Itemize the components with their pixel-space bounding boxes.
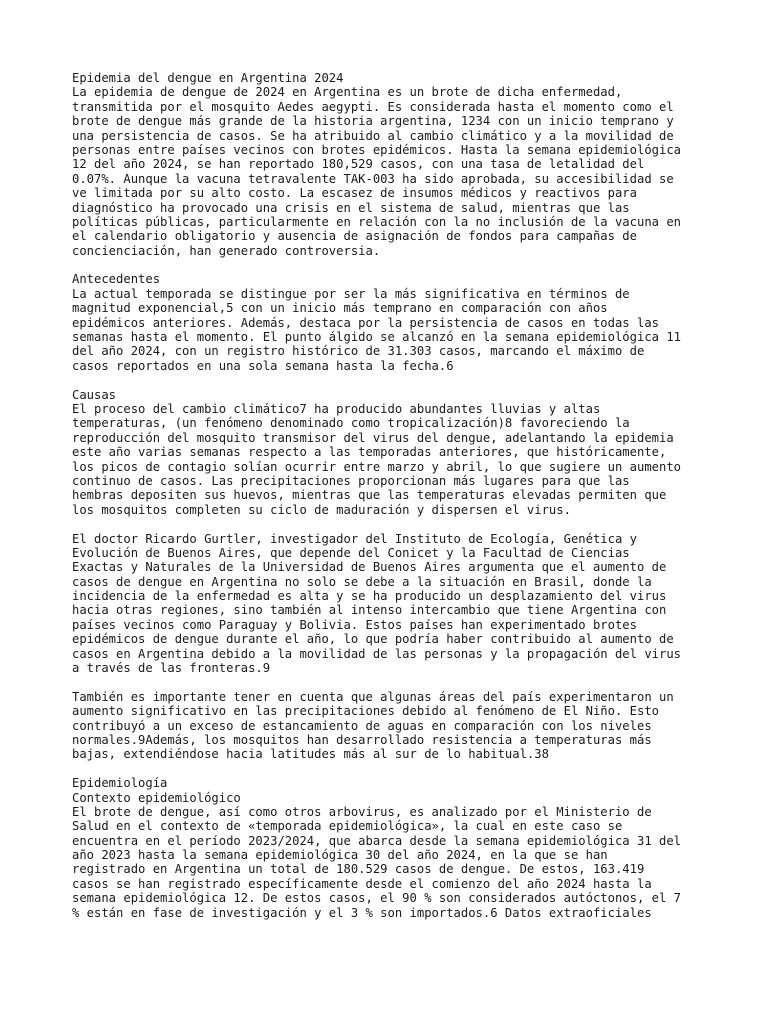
text-line: continuo de casos. Las precipitaciones proporcionan más lugares para que las <box>72 473 630 488</box>
contexto-heading: Contexto epidemiológico <box>72 790 241 805</box>
text-line: los mosquitos completen su ciclo de maduración y dispersen el virus. <box>72 502 571 517</box>
text-line: También es importante tener en cuenta que algunas áreas del país experimentaron un <box>72 689 674 704</box>
text-line: diagnóstico ha provocado una crisis en el sistema de salud, mientras que las <box>72 200 630 215</box>
causas-paragraph-1 <box>72 402 712 517</box>
text-line: semana epidemiológica 12. De estos casos, el 90 % son considerados autóctonos, el 7 <box>72 891 682 906</box>
text-line: del año 2024, con un registro histórico de 31.303 casos, marcando el máximo de <box>72 344 645 359</box>
text-line: políticas públicas, particularmente en relación con la no inclusión de la vacuna en <box>72 214 682 229</box>
text-line: ve limitada por su alto costo. La escasez de insumos médicos y reactivos para <box>72 186 637 201</box>
text-line: hacia otras regiones, sino también al intenso intercambio que tiene Argentina con <box>72 603 667 618</box>
text-line: 0.07%. Aunque la vacuna tetravalente TAK-003 ha sido aprobada, su accesibilidad se <box>72 171 674 186</box>
intro-paragraph <box>72 85 712 258</box>
text-line: magnitud exponencial,5 con un inicio más temprano en comparación con años <box>72 301 608 316</box>
text-line: año 2023 hasta la semana epidemiológica 30 del año 2024, en la que se han <box>72 848 608 863</box>
text-line: países vecinos como Paraguay y Bolivia. Estos países han experimentado brotes <box>72 617 637 632</box>
text-line: normales.9Además, los mosquitos han desarrollado resistencia a temperaturas más <box>72 732 652 747</box>
text-line: Exactas y Naturales de la Universidad de Buenos Aires argumenta que el aumento de <box>72 560 667 575</box>
text-line: personas entre países vecinos con brotes epidémicos. Hasta la semana epidemiológica <box>72 142 682 157</box>
text-line: casos reportados en una sola semana hasta la fecha.6 <box>72 358 454 373</box>
text-line: casos en Argentina debido a la movilidad de las personas y la propagación del virus <box>72 646 682 661</box>
text-line: % están en fase de investigación y el 3 % son importados.6 Datos extraoficiales <box>72 905 652 920</box>
antecedentes-heading: Antecedentes <box>72 272 161 287</box>
text-line: los picos de contagio solían ocurrir entre marzo y abril, lo que sugiere un aumento <box>72 459 682 474</box>
document-title: Epidemia del dengue en Argentina 2024 <box>72 71 344 85</box>
text-line: semanas hasta el momento. El punto álgido se alcanzó en la semana epidemiológica 11 <box>72 330 682 345</box>
text-line: a través de las fronteras.9 <box>72 661 271 676</box>
causas-paragraph-3 <box>72 690 712 762</box>
text-line: casos de dengue en Argentina no solo se debe a la situación en Brasil, donde la <box>72 574 652 589</box>
text-line: aumento significativo en las precipitaciones debido al fenómeno de El Niño. Esto <box>72 704 659 719</box>
text-line: 12 del año 2024, se han reportado 180,529 casos, con una tasa de letalidad del <box>72 157 645 172</box>
text-line: casos se han registrado específicamente desde el comienzo del año 2024 hasta la <box>72 876 652 891</box>
text-line: hembras depositen sus huevos, mientras que las temperaturas elevadas permiten que <box>72 488 667 503</box>
causas-heading: Causas <box>72 387 117 402</box>
text-line: el calendario obligatorio y ausencia de asignación de fondos para campañas de <box>72 229 637 244</box>
text-line: La epidemia de dengue de 2024 en Argentina es un brote de dicha enfermedad, <box>72 85 623 100</box>
text-line: Salud en el contexto de «temporada epidemiológica», la cual en este caso se <box>72 819 623 834</box>
text-line: La actual temporada se distingue por ser la más significativa en términos de <box>72 286 630 301</box>
text-line: encuentra en el período 2023/2024, que abarca desde la semana epidemiológica 31 del <box>72 833 682 848</box>
text-line: Evolución de Buenos Aires, que depende del Conicet y la Facultad de Ciencias <box>72 545 630 560</box>
causas-paragraph-2 <box>72 532 712 676</box>
text-line: epidémicos anteriores. Además, destaca por la persistencia de casos en todas las <box>72 315 659 330</box>
text-line: contribuyó a un exceso de estancamiento de aguas en comparación con los niveles <box>72 718 652 733</box>
antecedentes-paragraph <box>72 287 712 373</box>
contexto-paragraph <box>72 805 712 920</box>
text-line: una persistencia de casos. Se ha atribuido al cambio climático y a la movilidad de <box>72 128 674 143</box>
text-line: incidencia de la enfermedad es alta y se ha producido un desplazamiento del virus <box>72 589 667 604</box>
text-line: bajas, extendiéndose hacia latitudes más al sur de lo habitual.38 <box>72 747 549 762</box>
text-line: transmitida por el mosquito Aedes aegypti. Es considerada hasta el momento como el <box>72 99 674 114</box>
text-line: El brote de dengue, así como otros arbovirus, es analizado por el Ministerio de <box>72 804 652 819</box>
text-line: reproducción del mosquito transmisor del virus del dengue, adelantando la epidemia <box>72 430 674 445</box>
text-line: El doctor Ricardo Gurtler, investigador del Instituto de Ecología, Genética y <box>72 531 637 546</box>
text-line: este año varias semanas respecto a las temporadas anteriores, que históricamente, <box>72 445 667 460</box>
text-line: epidémicos de dengue durante el año, lo que podría haber contribuido al aumento de <box>72 632 674 647</box>
document-page <box>72 71 712 920</box>
text-line: concienciación, han generado controversia. <box>72 243 381 258</box>
text-line: temperaturas, (un fenómeno denominado como tropicalización)8 favoreciendo la <box>72 416 630 431</box>
text-line: El proceso del cambio climático7 ha producido abundantes lluvias y altas <box>72 401 601 416</box>
text-line: registrado en Argentina un total de 180.529 casos de dengue. De estos, 163.419 <box>72 862 645 877</box>
epidemiologia-heading: Epidemiología <box>72 776 168 791</box>
text-line: brote de dengue más grande de la historia argentina, 1234 con un inicio temprano y <box>72 114 674 129</box>
